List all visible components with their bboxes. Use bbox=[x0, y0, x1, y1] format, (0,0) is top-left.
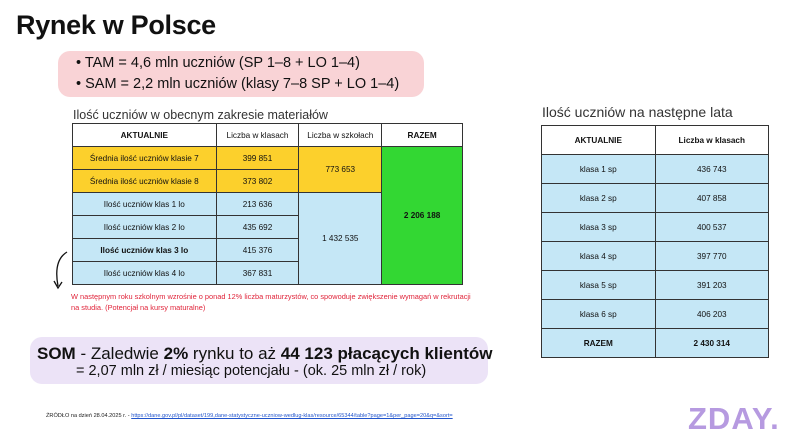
row-value: 367 831 bbox=[216, 262, 299, 285]
som-label: SOM bbox=[37, 344, 76, 363]
tam-line: • TAM = 4,6 mln uczniów (SP 1–8 + LO 1–4) bbox=[76, 55, 360, 71]
table-row bbox=[542, 184, 769, 213]
growth-note: W następnym roku szkolnym wzrośnie o ponad 12% liczba maturzystów, co spowoduje zwiększenie wymagań w rekrutacji na studia. (Potencjał na kursy maturalne) bbox=[71, 292, 471, 312]
total-label: RAZEM bbox=[542, 329, 656, 358]
header-liczba-w-szkolach: Liczba w szkołach bbox=[299, 124, 382, 147]
total-row bbox=[542, 329, 769, 358]
row-value: 399 851 bbox=[216, 147, 299, 170]
som-line bbox=[37, 344, 492, 364]
school-lo-value: 1 432 535 bbox=[299, 193, 382, 285]
row-label: klasa 4 sp bbox=[542, 242, 656, 271]
curved-arrow-icon bbox=[52, 250, 72, 292]
table-row bbox=[542, 271, 769, 300]
row-label-highlighted: Ilość uczniów klas 3 lo bbox=[73, 239, 217, 262]
row-value: 213 636 bbox=[216, 193, 299, 216]
table-row bbox=[542, 300, 769, 329]
row-value: 406 203 bbox=[655, 300, 768, 329]
row-value: 400 537 bbox=[655, 213, 768, 242]
row-value: 391 203 bbox=[655, 271, 768, 300]
current-students-table bbox=[72, 123, 463, 285]
source-note bbox=[46, 413, 453, 419]
sam-line: • SAM = 2,2 mln uczniów (klasy 7–8 SP + LO 1–4) bbox=[76, 76, 400, 92]
table-header-row bbox=[73, 124, 463, 147]
som-potential-line: = 2,07 mln zł / miesiąc potencjału - (ok. 25 mln zł / rok) bbox=[76, 363, 427, 379]
row-value: 436 743 bbox=[655, 155, 768, 184]
source-prefix: ŹRÓDŁO na dzień 28.04.2025 r. - bbox=[46, 413, 132, 419]
som-text-b: rynku to aż bbox=[188, 344, 281, 363]
row-label: Ilość uczniów klas 1 lo bbox=[73, 193, 217, 216]
header-liczba-w-klasach: Liczba w klasach bbox=[655, 126, 768, 155]
table-row bbox=[542, 155, 769, 184]
school-sp-value: 773 653 bbox=[299, 147, 382, 193]
next-years-table-title: Ilość uczniów na następne lata bbox=[542, 104, 733, 120]
row-value: 397 770 bbox=[655, 242, 768, 271]
som-clients: 44 123 płacących klientów bbox=[280, 344, 493, 363]
current-table-title: Ilość uczniów w obecnym zakresie materiałów bbox=[73, 108, 328, 122]
table-row bbox=[542, 242, 769, 271]
total-value: 2 430 314 bbox=[655, 329, 768, 358]
som-text-a: - Zaledwie bbox=[75, 344, 164, 363]
header-liczba-w-klasach: Liczba w klasach bbox=[216, 124, 299, 147]
row-label: klasa 2 sp bbox=[542, 184, 656, 213]
row-value: 373 802 bbox=[216, 170, 299, 193]
next-years-table bbox=[541, 125, 769, 358]
table-row bbox=[542, 213, 769, 242]
header-razem: RAZEM bbox=[382, 124, 463, 147]
row-label: Ilość uczniów klas 2 lo bbox=[73, 216, 217, 239]
table-row bbox=[73, 147, 463, 170]
header-aktualnie: AKTUALNIE bbox=[542, 126, 656, 155]
page-title: Rynek w Polsce bbox=[16, 10, 216, 40]
row-value: 407 858 bbox=[655, 184, 768, 213]
row-label: Ilość uczniów klas 4 lo bbox=[73, 262, 217, 285]
row-label: klasa 6 sp bbox=[542, 300, 656, 329]
row-label: klasa 1 sp bbox=[542, 155, 656, 184]
source-link[interactable]: https://dane.gov.pl/pl/dataset/199,dane-statystyczne-uczniow-wedlug-klas/resource/65344/table?page=1&per_page=20&q=&sort= bbox=[131, 413, 453, 419]
som-percent: 2% bbox=[163, 344, 189, 363]
row-value: 435 692 bbox=[216, 216, 299, 239]
row-label: Średnia ilość uczniów klasie 8 bbox=[73, 170, 217, 193]
zday-logo: ZDAY. bbox=[688, 401, 780, 436]
total-value: 2 206 188 bbox=[382, 147, 463, 285]
header-aktualnie: AKTUALNIE bbox=[73, 124, 217, 147]
row-value: 415 376 bbox=[216, 239, 299, 262]
row-label: klasa 3 sp bbox=[542, 213, 656, 242]
row-label: klasa 5 sp bbox=[542, 271, 656, 300]
table-header-row bbox=[542, 126, 769, 155]
row-label: Średnia ilość uczniów klasie 7 bbox=[73, 147, 217, 170]
